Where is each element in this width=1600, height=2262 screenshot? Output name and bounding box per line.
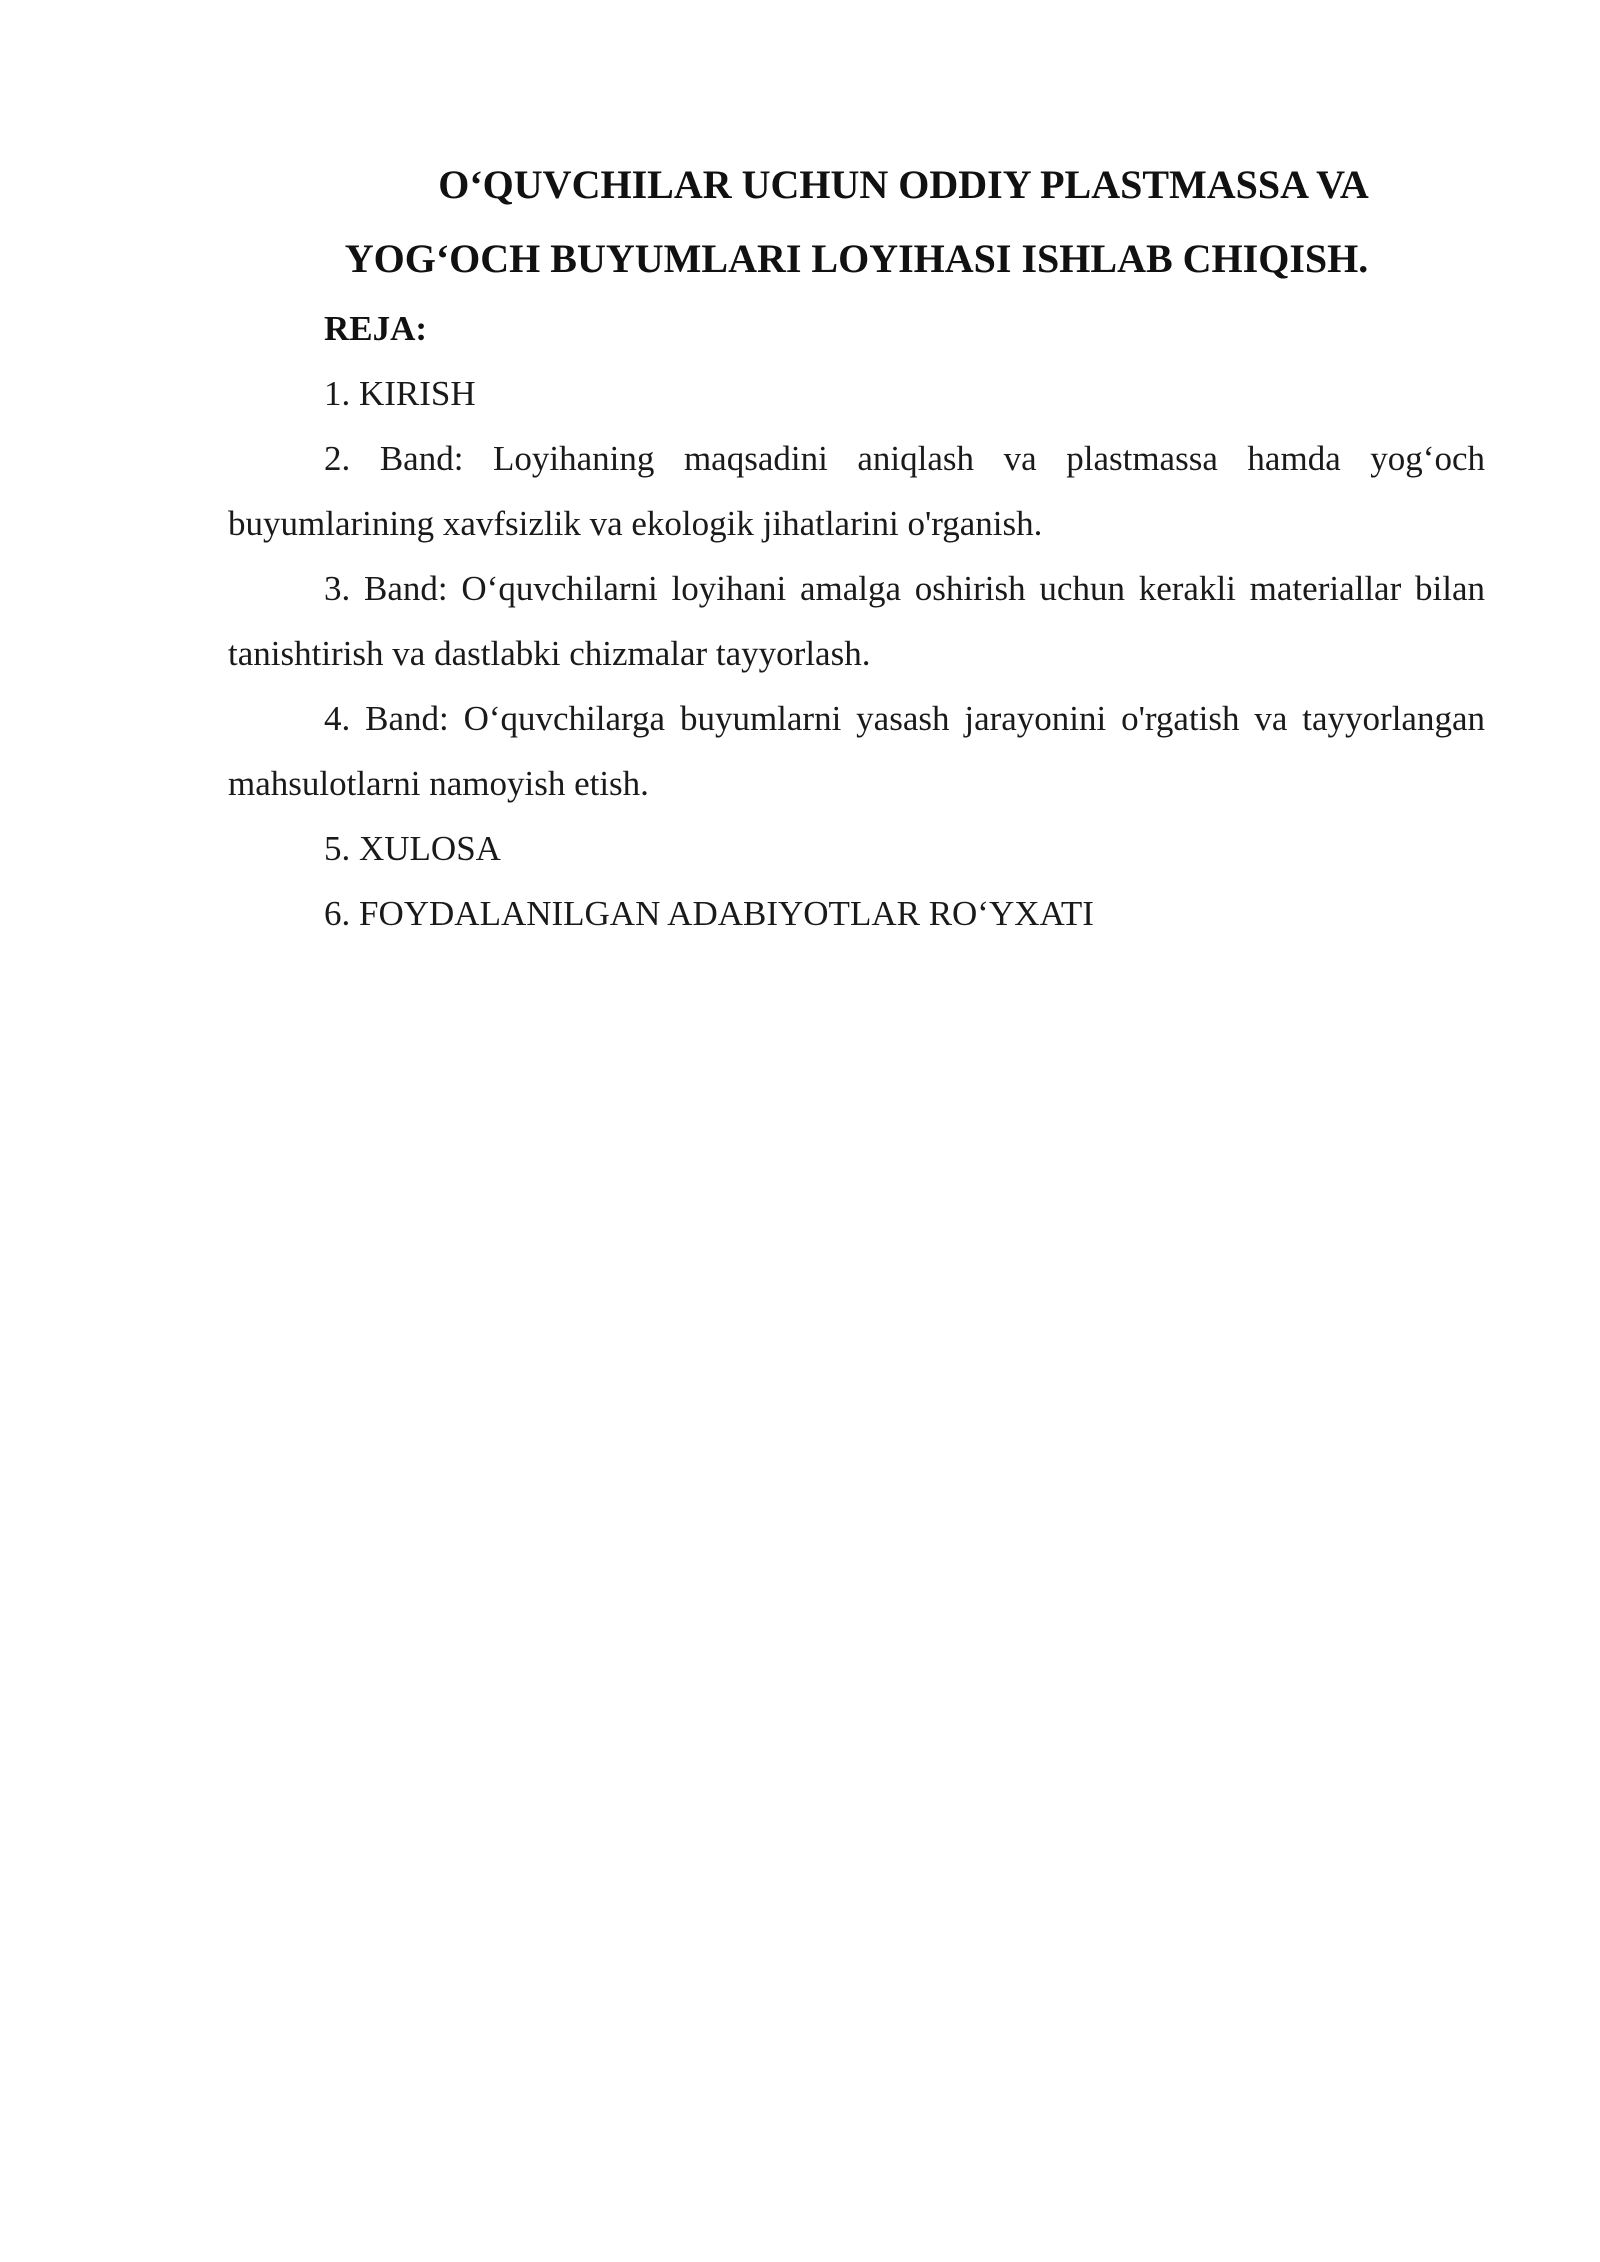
plan-item-6: 6. FOYDALANILGAN ADABIYOTLAR RO‘YXATI (324, 894, 1094, 933)
plan-item-4: 4. Band: O‘quvchilarga buyumlarni yasash jarayonini o'rgatish va tayyorlangan mahsulotlarni namoyish etish. (228, 699, 1485, 803)
plan-item-5: 5. XULOSA (324, 829, 501, 868)
plan-item-1: 1. KIRISH (324, 374, 476, 413)
title-line-2: YOG‘OCH BUYUMLARI LOYIHASI ISHLAB CHIQISH. (344, 236, 1369, 281)
document-content (228, 148, 1485, 946)
plan-item-3: 3. Band: O‘quvchilarni loyihani amalga oshirish uchun kerakli materiallar bilan tanishtirish va dastlabki chizmalar tayyorlash. (228, 569, 1485, 673)
plan-heading: REJA: (324, 309, 428, 348)
document-title (228, 148, 1485, 296)
title-line-1: O‘QUVCHILAR UCHUN ODDIY PLASTMASSA VA (438, 162, 1369, 207)
plan-item-2: 2. Band: Loyihaning maqsadini aniqlash va plastmassa hamda yog‘och buyumlarining xavfsizlik va ekologik jihatlarini o'rganish. (228, 439, 1485, 543)
